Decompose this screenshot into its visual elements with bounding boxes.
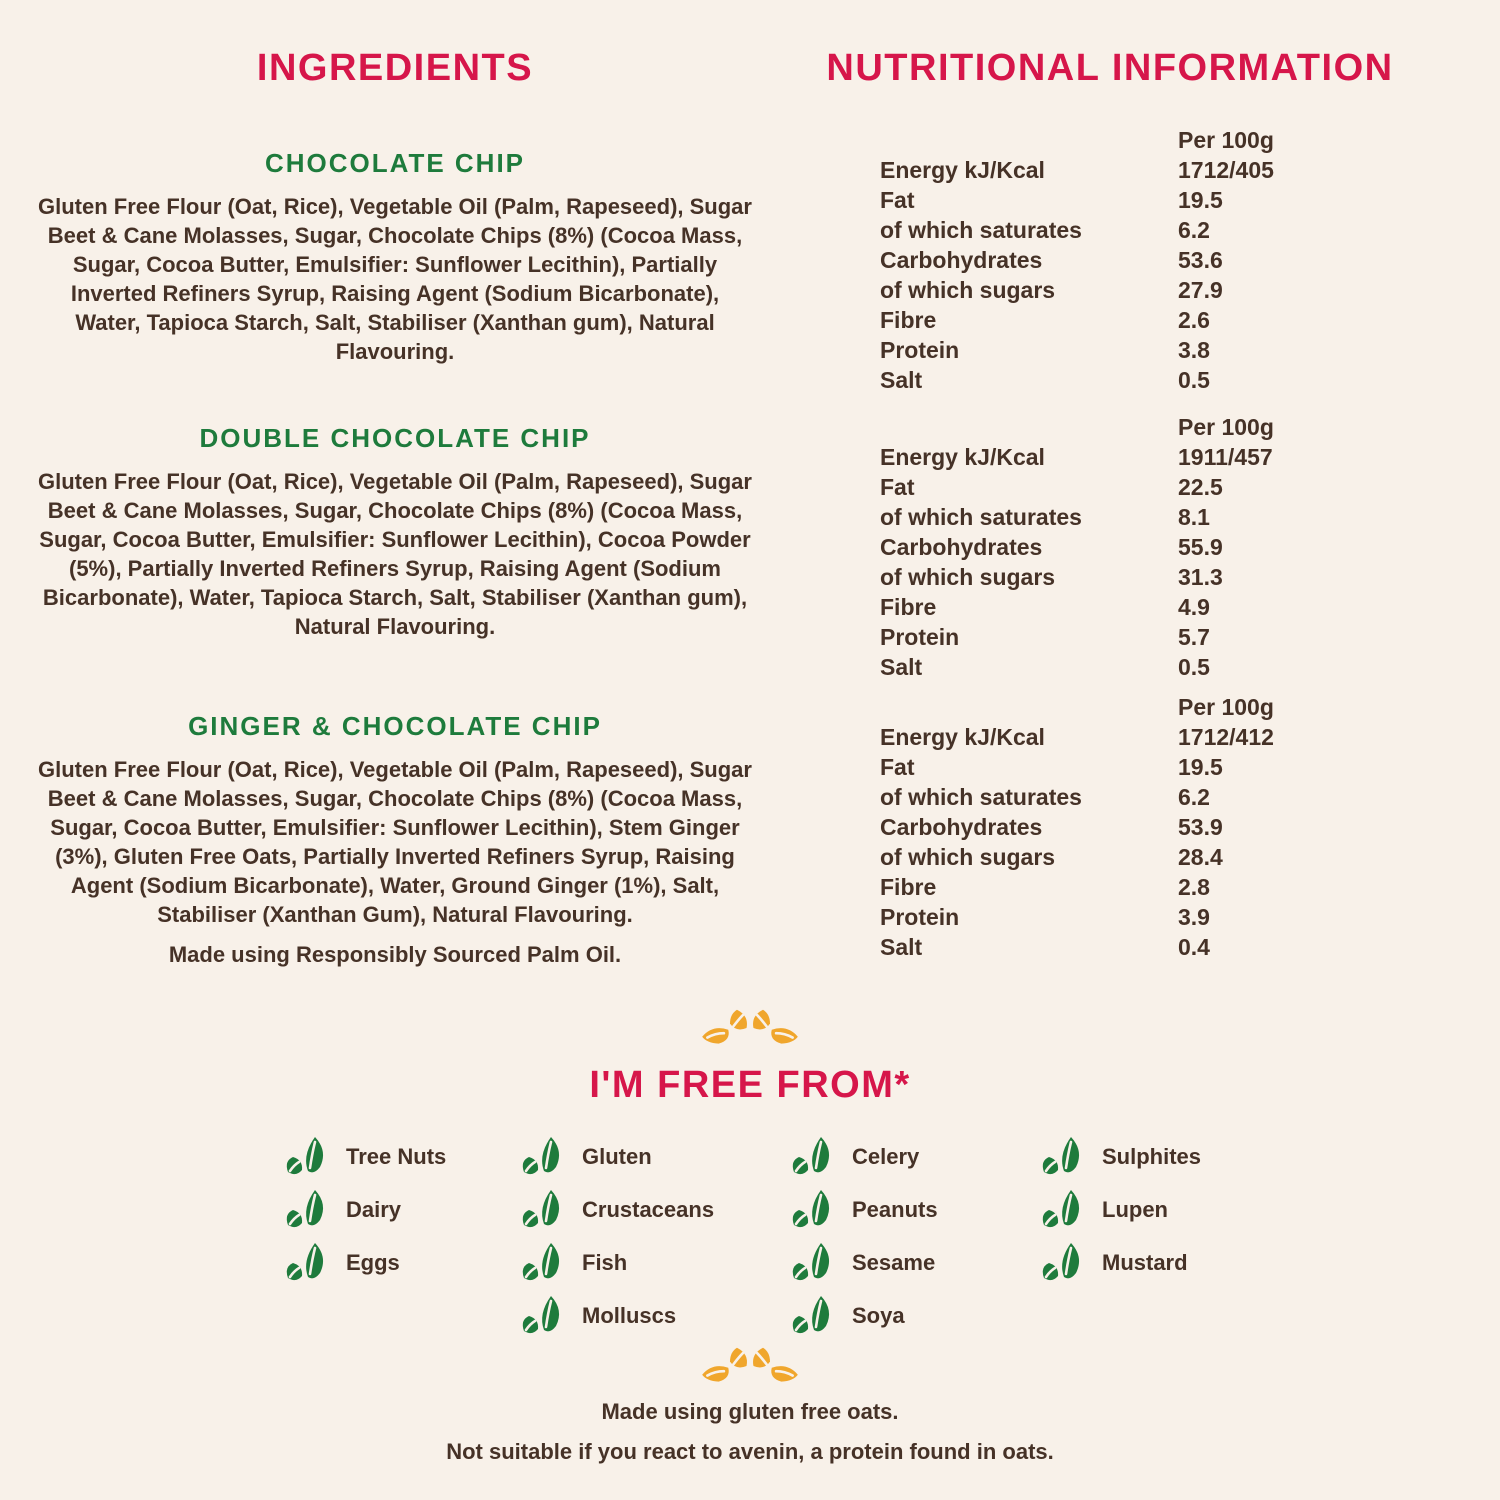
table-row — [880, 932, 1500, 962]
nutrient-value: 55.9 — [1178, 534, 1223, 560]
nutrient-value: 3.8 — [1178, 337, 1210, 363]
nutrient-label: of which sugars — [880, 277, 1056, 303]
nutrient-value: 31.3 — [1178, 564, 1223, 590]
table-row — [880, 442, 1500, 472]
free-from-section — [0, 1008, 1500, 1472]
nutrient-label: Protein — [880, 337, 960, 363]
nutrient-value: 5.7 — [1178, 624, 1210, 650]
table-row — [880, 592, 1500, 622]
allergen-item — [789, 1183, 1039, 1236]
leaf-icon — [519, 1188, 565, 1232]
nutrient-label: Protein — [880, 624, 960, 650]
nutrition-table — [880, 400, 1500, 682]
allergen-label: Lupen — [1102, 1196, 1168, 1222]
leaf-icon — [789, 1294, 835, 1338]
per-100g-label: Per 100g — [1178, 694, 1274, 720]
leaf-icon — [1039, 1241, 1085, 1285]
allergen-item — [519, 1130, 789, 1183]
allergen-label: Soya — [852, 1302, 905, 1328]
nutrient-label: of which sugars — [880, 564, 1056, 590]
nutrient-label: Protein — [880, 904, 960, 930]
nutrition-heading: NUTRITIONAL INFORMATION — [826, 47, 1394, 89]
allergen-item — [519, 1289, 789, 1342]
table-row — [880, 722, 1500, 752]
table-row — [880, 842, 1500, 872]
ingredients-heading: INGREDIENTS — [256, 47, 534, 89]
nutrient-value: 3.9 — [1178, 904, 1210, 930]
nutrient-label: Salt — [880, 934, 923, 960]
per-100g-label: Per 100g — [1178, 414, 1274, 440]
leaf-icon — [789, 1135, 835, 1179]
ingredients-text: Gluten Free Flour (Oat, Rice), Vegetable Oil (Palm, Rapeseed), Sugar Beet & Cane Molasses, Sugar, Chocolate Chips (8%) (Cocoa Mass, Sugar, Cocoa Butter, Emulsifier: Sunflower Lecithin), Stem Ginger (3%), Gluten Free Oats, Partially Inverted Refiners Syrup, Raising Agent (Sodium Bicarbonate), Water, Ground Ginger (1%), Salt, Stabiliser (Xanthan Gum), Natural Flavouring. — [38, 757, 752, 927]
table-header-row — [880, 125, 1500, 155]
allergen-column — [1039, 1130, 1239, 1342]
nutrient-value: 22.5 — [1178, 474, 1223, 500]
nutrient-label: of which saturates — [880, 217, 1082, 243]
nutrition-table — [880, 105, 1500, 395]
table-row — [880, 502, 1500, 532]
nutrient-value: 0.5 — [1178, 367, 1210, 393]
leaf-icon — [789, 1188, 835, 1232]
allergen-label: Eggs — [346, 1249, 400, 1275]
nutrient-label: of which saturates — [880, 504, 1082, 530]
table-row — [880, 215, 1500, 245]
allergen-item — [789, 1289, 1039, 1342]
nutrient-label: Salt — [880, 654, 923, 680]
nutrient-value: 0.5 — [1178, 654, 1210, 680]
nutrient-value: 2.8 — [1178, 874, 1210, 900]
allergen-label: Mustard — [1102, 1249, 1188, 1275]
nutrient-value: 8.1 — [1178, 504, 1210, 530]
leaf-icon — [1039, 1135, 1085, 1179]
section-double-chocolate-chip — [0, 400, 1500, 690]
nutrient-value: 19.5 — [1178, 754, 1223, 780]
allergen-label: Celery — [852, 1143, 920, 1169]
leaf-icon — [789, 1241, 835, 1285]
leaf-icon — [519, 1135, 565, 1179]
per-100g-label: Per 100g — [1178, 127, 1274, 153]
allergen-label: Sesame — [852, 1249, 936, 1275]
nutrient-label: Fat — [880, 474, 915, 500]
nutrient-value: 53.9 — [1178, 814, 1223, 840]
nutrient-label: Carbohydrates — [880, 814, 1043, 840]
allergen-item — [283, 1130, 519, 1183]
table-row — [880, 812, 1500, 842]
table-row — [880, 752, 1500, 782]
allergen-label: Sulphites — [1102, 1143, 1202, 1169]
table-row — [880, 335, 1500, 365]
leaf-icon — [283, 1135, 329, 1179]
allergen-column — [789, 1130, 1039, 1342]
allergen-label: Gluten — [582, 1143, 652, 1169]
table-row — [880, 532, 1500, 562]
nutrient-label: Salt — [880, 367, 923, 393]
leaf-icon — [519, 1241, 565, 1285]
nutrient-value: 28.4 — [1178, 844, 1223, 870]
nutrient-value: 1712/405 — [1178, 157, 1274, 183]
oat-leaves-icon — [684, 1008, 816, 1048]
allergen-label: Crustaceans — [582, 1196, 715, 1222]
nutrient-label: Energy kJ/Kcal — [880, 724, 1045, 750]
table-row — [880, 365, 1500, 395]
nutrient-label: Fibre — [880, 594, 937, 620]
allergen-label: Peanuts — [852, 1196, 938, 1222]
nutrient-label: Fibre — [880, 874, 937, 900]
table-row — [880, 305, 1500, 335]
palm-oil-note: Made using Responsibly Sourced Palm Oil. — [168, 942, 622, 967]
allergen-column — [283, 1130, 519, 1342]
allergen-label: Fish — [582, 1249, 628, 1275]
leaf-icon — [519, 1294, 565, 1338]
table-row — [880, 275, 1500, 305]
nutrient-label: Fibre — [880, 307, 937, 333]
nutrition-table — [880, 690, 1500, 962]
nutrient-value: 53.6 — [1178, 247, 1223, 273]
nutrient-value: 4.9 — [1178, 594, 1210, 620]
allergen-item — [1039, 1183, 1239, 1236]
nutrient-label: Energy kJ/Kcal — [880, 444, 1045, 470]
flavor-title: DOUBLE CHOCOLATE CHIP — [199, 423, 591, 453]
ingredients-text: Gluten Free Flour (Oat, Rice), Vegetable Oil (Palm, Rapeseed), Sugar Beet & Cane Molasses, Sugar, Chocolate Chips (8%) (Cocoa Mass, Sugar, Cocoa Butter, Emulsifier: Sunflower Lecithin), Partially Inverted Refiners Syrup, Raising Agent (Sodium Bicarbonate), Water, Tapioca Starch, Salt, Stabiliser (Xanthan gum), Natural Flavouring. — [38, 194, 752, 364]
table-row — [880, 902, 1500, 932]
allergen-item — [1039, 1236, 1239, 1289]
oat-leaves-icon — [684, 1346, 816, 1386]
allergen-item — [789, 1236, 1039, 1289]
flavor-title: GINGER & CHOCOLATE CHIP — [188, 711, 602, 741]
nutrient-value: 19.5 — [1178, 187, 1223, 213]
allergen-item — [283, 1236, 519, 1289]
allergen-label: Molluscs — [582, 1302, 677, 1328]
nutrient-value: 6.2 — [1178, 784, 1210, 810]
allergen-label: Tree Nuts — [346, 1143, 447, 1169]
nutrient-label: Carbohydrates — [880, 247, 1043, 273]
nutrient-value: 0.4 — [1178, 934, 1210, 960]
allergen-item — [519, 1183, 789, 1236]
oats-footnote — [0, 1392, 1500, 1472]
allergen-grid — [283, 1130, 1500, 1342]
table-row — [880, 155, 1500, 185]
table-header-row — [880, 692, 1500, 722]
allergen-item — [519, 1236, 789, 1289]
table-row — [880, 185, 1500, 215]
column-headers — [0, 45, 1500, 91]
allergen-item — [283, 1183, 519, 1236]
nutrient-label: of which sugars — [880, 844, 1056, 870]
nutrient-label: Energy kJ/Kcal — [880, 157, 1045, 183]
allergen-item — [1039, 1130, 1239, 1183]
allergen-item — [789, 1130, 1039, 1183]
nutrient-label: Fat — [880, 187, 915, 213]
nutrient-value: 1911/457 — [1178, 444, 1273, 470]
free-from-title: I'M FREE FROM* — [589, 1064, 911, 1106]
nutrient-label: Fat — [880, 754, 915, 780]
allergen-column — [519, 1130, 789, 1342]
section-ginger-chocolate-chip — [0, 690, 1500, 990]
table-row — [880, 622, 1500, 652]
table-row — [880, 872, 1500, 902]
footnote-line-1: Made using gluten free oats. — [601, 1399, 899, 1424]
nutrient-label: of which saturates — [880, 784, 1082, 810]
flavor-title: CHOCOLATE CHIP — [264, 148, 526, 178]
leaf-icon — [283, 1241, 329, 1285]
footnote-line-2: Not suitable if you react to avenin, a protein found in oats. — [446, 1439, 1054, 1464]
section-chocolate-chip — [0, 105, 1500, 400]
table-header-row — [880, 412, 1500, 442]
allergen-label: Dairy — [346, 1196, 402, 1222]
leaf-icon — [283, 1188, 329, 1232]
nutrient-value: 2.6 — [1178, 307, 1210, 333]
table-row — [880, 652, 1500, 682]
ingredients-text: Gluten Free Flour (Oat, Rice), Vegetable Oil (Palm, Rapeseed), Sugar Beet & Cane Molasses, Sugar, Chocolate Chips (8%) (Cocoa Mass, Sugar, Cocoa Butter, Emulsifier: Sunflower Lecithin), Cocoa Powder (5%), Partially Inverted Refiners Syrup, Raising Agent (Sodium Bicarbonate), Water, Tapioca Starch, Salt, Stabiliser (Xanthan gum), Natural Flavouring. — [38, 469, 752, 639]
leaf-icon — [1039, 1188, 1085, 1232]
table-row — [880, 245, 1500, 275]
table-row — [880, 472, 1500, 502]
table-row — [880, 562, 1500, 592]
nutrient-value: 6.2 — [1178, 217, 1210, 243]
nutrient-label: Carbohydrates — [880, 534, 1043, 560]
table-row — [880, 782, 1500, 812]
nutrient-value: 1712/412 — [1178, 724, 1274, 750]
nutrient-value: 27.9 — [1178, 277, 1223, 303]
